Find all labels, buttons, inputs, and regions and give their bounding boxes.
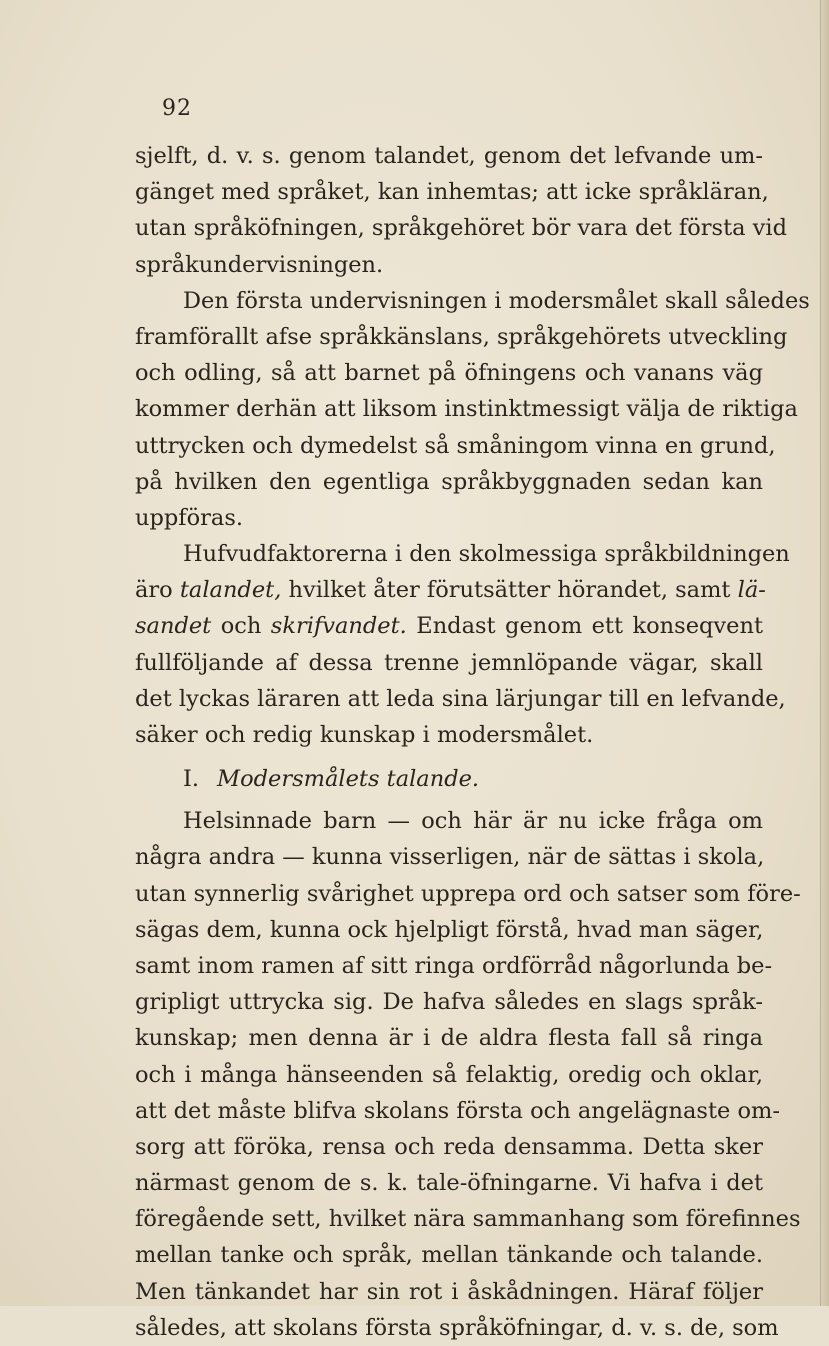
text-line: Helsinnade barn — och här är nu icke fråga om (183, 808, 763, 835)
italic-term: lä- (737, 577, 766, 604)
text-line: samt inom ramen af sitt ringa ordförråd någorlunda be- (135, 952, 773, 979)
text-line: föregående sett, hvilket nära sammanhang som förefinnes (135, 1206, 801, 1233)
italic-term: talandet, (179, 577, 282, 604)
text-line: uppföras. (135, 504, 244, 531)
text-line: kommer derhän att liksom instinktmessigt välja de riktiga (135, 396, 798, 423)
section-heading (135, 753, 763, 803)
text-line: närmast genom de s. k. tale-öfningarne. Vi hafva i det (135, 1170, 763, 1197)
text-run: Endast genom ett konseqvent (406, 613, 763, 640)
text-line: kunskap; men denna är i de aldra flesta fall så ringa (135, 1025, 763, 1052)
text-line: Hufvudfaktorerna i den skolmessiga språkbildningen (183, 541, 790, 568)
text-line: uttrycken och dymedelst så småningom vinna en grund, (135, 432, 776, 459)
page-edge (820, 0, 829, 1306)
text-line: sorg att föröka, rensa och reda densamma. Detta sker (135, 1133, 763, 1160)
text-line: sjelft, d. v. s. genom talandet, genom det lefvande um- (135, 143, 763, 169)
section-title: Modersmålets talande. (217, 766, 480, 793)
text-line: på hvilken den egentliga språkbyggnaden sedan kan (135, 468, 763, 495)
text-line: språkundervisningen. (135, 251, 384, 278)
text-line: och odling, så att barnet på öfningens och vanans väg (135, 360, 763, 387)
text-line: framförallt afse språkkänslans, språkgehörets utveckling (135, 323, 788, 350)
text-run: hvilket åter förutsätter hörandet, samt (281, 577, 738, 604)
italic-term: skrifvandet. (270, 613, 407, 640)
text-line: säker och redig kunskap i modersmålet. (135, 722, 594, 748)
text-line (135, 572, 766, 608)
text-line: det lyckas läraren att leda sina lärjungar till en lefvande, (135, 685, 786, 712)
italic-term: sandet (135, 613, 212, 640)
text-line: sägas dem, kunna ock hjelpligt förstå, hvad man säger, (135, 916, 764, 943)
text-run: och (211, 613, 271, 640)
page-number: 92 (162, 96, 192, 121)
text-line: utan språköfningen, språkgehöret bör vara det första vid (135, 215, 787, 242)
text-line: fullföljande af dessa trenne jemnlöpande vägar, skall (135, 649, 763, 676)
text-line: gripligt uttrycka sig. De hafva således en slags språk- (135, 989, 763, 1016)
text-line: Den första undervisningen i modersmålet skall således (183, 287, 810, 314)
text-line: att det måste blifva skolans första och angelägnaste om- (135, 1097, 780, 1124)
body-text (135, 138, 810, 1346)
text-line: gänget med språket, kan inhemtas; att icke språkläran, (135, 179, 769, 206)
text-line: och i många hänseenden så felaktig, oredig och oklar, (135, 1061, 763, 1088)
text-line: således, att skolans första språköfningar, d. v. s. de, som (135, 1314, 779, 1341)
text-run: äro (135, 577, 180, 604)
text-line (135, 608, 763, 644)
text-line: utan synnerlig svårighet upprepa ord och satser som före- (135, 880, 801, 907)
text-line: Men tänkandet har sin rot i åskådningen. Häraf följer (135, 1278, 763, 1305)
section-number: I. (183, 766, 200, 793)
text-line: mellan tanke och språk, mellan tänkande och talande. (135, 1242, 763, 1269)
text-line: några andra — kunna visserligen, när de sättas i skola, (135, 844, 765, 871)
